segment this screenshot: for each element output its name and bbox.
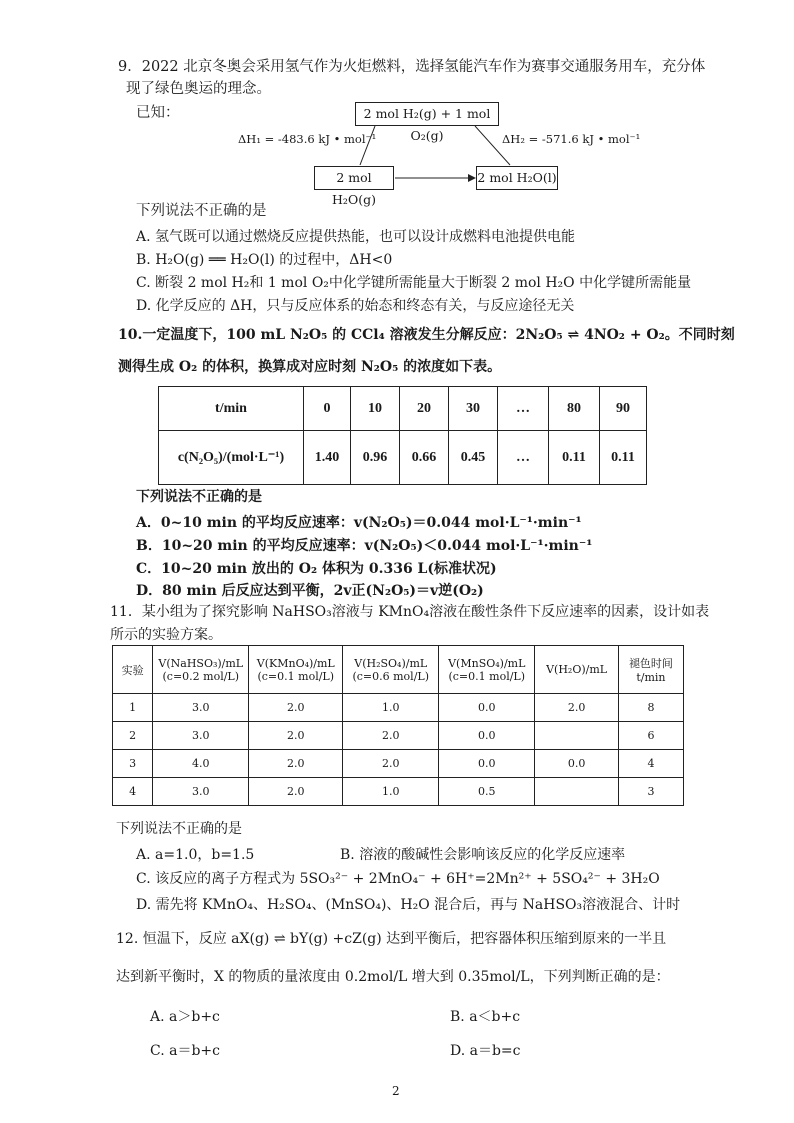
table-cell: 0.0 [439,694,535,722]
table-cell: 4 [618,750,683,778]
table-cell: 1.0 [343,694,439,722]
q9-energy-diagram [0,0,794,200]
table-row [159,387,647,431]
q10-option-b: B．10~20 min 的平均反应速率：v(N₂O₅)＜0.044 mol·L⁻¹·min⁻¹ [136,538,593,554]
q12-line2: 达到新平衡时，X 的物质的量浓度由 0.2mol/L 增大到 0.35mol/L，下列判断正确的是： [116,969,670,985]
q9-dh2: ΔH₂ = -571.6 kJ • mol⁻¹ [502,132,641,146]
table-cell: 2.0 [249,778,343,806]
q9-line2: 现了绿色奥运的理念。 [126,81,271,97]
header-subtext: (c=0.1 mol/L) [257,669,335,683]
q9-stem: 下列说法不正确的是 [136,203,267,219]
header-text: V(H₂SO₄)/mL [354,656,428,670]
q11-header-2 [249,646,343,694]
q11-table [112,645,684,806]
table-cell: 3.0 [153,778,249,806]
header-text: 实验 [121,663,144,677]
table-cell: 0.45 [449,431,498,485]
header-subtext: t/min [636,671,666,684]
table-cell [535,778,619,806]
q9-dh1: ΔH₁ = -483.6 kJ • mol⁻¹ [238,132,377,146]
table-cell: 2.0 [249,694,343,722]
table-cell: 1.0 [343,778,439,806]
table-cell: 2.0 [249,722,343,750]
table-cell: 0.11 [549,431,600,485]
q12-option-a: A. a＞b+c [150,1009,220,1025]
table-cell: 3.0 [153,722,249,750]
table-cell: 2.0 [343,722,439,750]
table-cell: 2.0 [535,694,619,722]
header-subtext: (c=0.1 mol/L) [448,669,526,683]
table-cell: 8 [618,694,683,722]
table-cell: 6 [618,722,683,750]
table-cell: 4.0 [153,750,249,778]
table-cell: 0 [304,387,351,431]
q11-line2: 所示的实验方案。 [110,627,222,643]
table-cell: 30 [449,387,498,431]
q10-header-t: t/min [159,387,304,431]
q12-option-d: D. a＝b=c [450,1043,521,1059]
table-cell: 4 [113,778,153,806]
table-row [113,646,684,694]
q11-stem: 下列说法不正确的是 [116,821,242,837]
page-number: 2 [392,1084,400,1098]
table-cell: 3 [113,750,153,778]
q10-header-c: c(N₂O₅)/(mol·L⁻¹) [159,431,304,485]
q9-line1: 9．2022 北京冬奥会采用氢气作为火炬燃料，选择氢能汽车作为赛事交通服务用车，充分体 [118,59,706,75]
table-cell: 90 [600,387,647,431]
q11-header-4 [439,646,535,694]
header-subtext: (c=0.6 mol/L) [352,669,430,683]
q11-option-b: B. 溶液的酸碱性会影响该反应的化学反应速率 [340,847,626,863]
q11-header-5 [535,646,619,694]
header-subtext: (c=0.2 mol/L) [162,669,240,683]
header-text: V(MnSO₄)/mL [448,656,526,670]
table-cell: 0.11 [600,431,647,485]
q11-option-a: A. a=1.0，b=1.5 [136,847,255,863]
q11-option-d: D. 需先将 KMnO₄、H₂SO₄、(MnSO₄)、H₂O 混合后，再与 NaHSO₃溶液混合、计时 [136,897,681,913]
header-text: V(NaHSO₃)/mL [158,656,244,670]
table-row [113,694,684,722]
table-cell: 3 [618,778,683,806]
q11-option-c: C. 该反应的离子方程式为 5SO₃²⁻ + 2MnO₄⁻ + 6H⁺=2Mn²⁺ + 5SO₄²⁻ + 3H₂O [136,871,660,887]
q9-option-b: B. H₂O(g) ══ H₂O(l) 的过程中，ΔH<0 [136,252,393,268]
table-row [113,722,684,750]
table-cell: 0.66 [400,431,449,485]
header-text: V(H₂O)/mL [546,663,608,676]
table-cell: 1.40 [304,431,351,485]
header-text: 褪色时间 [628,657,673,670]
table-cell: 2.0 [249,750,343,778]
q9-option-d: D. 化学反应的 ΔH，只与反应体系的始态和终态有关，与反应途径无关 [136,298,575,314]
q9-box-h2o-liquid: 2 mol H₂O(l) [476,166,558,190]
table-row [159,431,647,485]
table-cell: 0.0 [439,750,535,778]
table-row [113,778,684,806]
q10-option-d: D．80 min 后反应达到平衡，2v正(N₂O₅)＝v逆(O₂) [136,583,484,599]
q11-header-3 [343,646,439,694]
table-cell: 10 [351,387,400,431]
q12-line1: 12. 恒温下，反应 aX(g) ⇌ bY(g) +cZ(g) 达到平衡后，把容器体积压缩到原来的一半且 [116,931,667,947]
table-cell: 0.0 [439,722,535,750]
q12-option-c: C. a＝b+c [150,1043,220,1059]
table-cell: … [498,387,549,431]
q9-box-h2o-gas: 2 mol H₂O(g) [314,166,394,190]
q11-line1: 11．某小组为了探究影响 NaHSO₃溶液与 KMnO₄溶液在酸性条件下反应速率的因素，设计如表 [110,604,710,620]
table-row [113,750,684,778]
q12-option-b: B. a＜b+c [450,1009,521,1025]
q10-stem: 下列说法不正确的是 [136,489,262,505]
table-cell: … [498,431,549,485]
table-cell: 0.96 [351,431,400,485]
table-cell [535,722,619,750]
header-text: V(KMnO₄)/mL [256,656,335,670]
table-cell: 2.0 [343,750,439,778]
q9-option-a: A. 氢气既可以通过燃烧反应提供热能，也可以设计成燃料电池提供电能 [136,229,576,245]
q10-table [158,386,647,485]
table-cell: 3.0 [153,694,249,722]
table-cell: 80 [549,387,600,431]
q10-line2: 测得生成 O₂ 的体积，换算成对应时刻 N₂O₅ 的浓度如下表。 [118,359,502,375]
table-cell: 2 [113,722,153,750]
q11-header-1 [153,646,249,694]
q10-option-c: C．10~20 min 放出的 O₂ 体积为 0.336 L(标准状况) [136,561,497,577]
q11-header-6 [618,646,683,694]
q9-top-box: 2 mol H₂(g) + 1 mol O₂(g) [355,102,499,126]
table-cell: 0.0 [535,750,619,778]
q9-known: 已知： [136,105,180,121]
q11-header-0 [113,646,153,694]
q10-option-a: A．0~10 min 的平均反应速率：v(N₂O₅)＝0.044 mol·L⁻¹·min⁻¹ [136,515,582,531]
table-cell: 0.5 [439,778,535,806]
q9-option-c: C. 断裂 2 mol H₂和 1 mol O₂中化学键所需能量大于断裂 2 mol H₂O 中化学键所需能量 [136,275,692,291]
table-cell: 1 [113,694,153,722]
table-cell: 20 [400,387,449,431]
q10-line1: 10.一定温度下，100 mL N₂O₅ 的 CCl₄ 溶液发生分解反应：2N₂O₅ ⇌ 4NO₂ + O₂。不同时刻 [118,327,735,343]
